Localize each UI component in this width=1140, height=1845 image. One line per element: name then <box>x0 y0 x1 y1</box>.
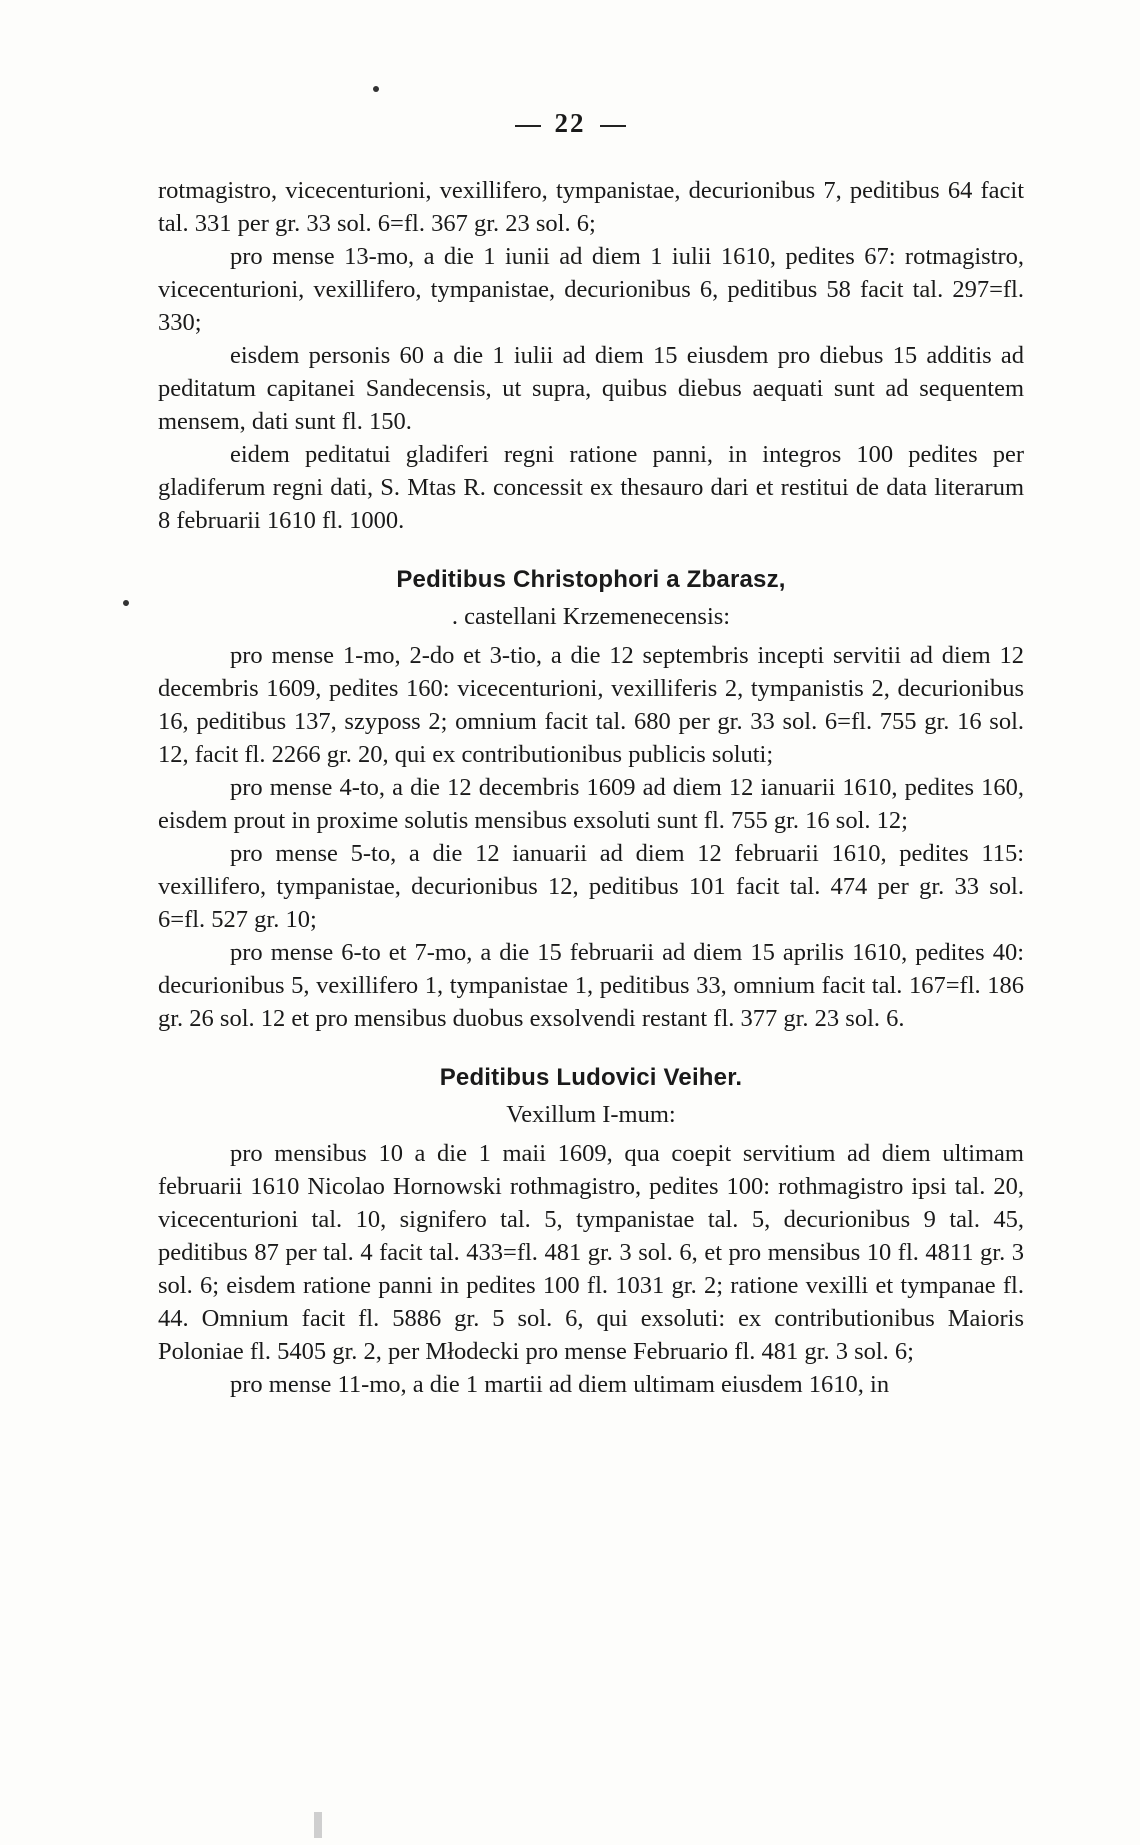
paragraph: pro mensibus 10 a die 1 maii 1609, qua coepit servitium ad diem ultimam februarii 1610 Nicolao Hornowski rothmagistro, pedites 100: rothmagistro ipsi tal. 20, vicecenturioni tal. 10, signifero tal. 5, tympanistae tal. 5, decurionibus 9 tal. 45, peditibus 87 per tal. 4 facit tal. 433=fl. 481 gr. 3 sol. 6, et pro mensibus 10 fl. 4811 gr. 3 sol. 6; eisdem ratione panni in pedites 100 fl. 1031 gr. 2; ratione vexilli et tympanae fl. 44. Omnium facit fl. 5886 gr. 5 sol. 6, qui exsoluti: ex contributionibus Maioris Poloniae fl. 5405 gr. 2, per Młodecki pro mense Februario fl. 481 gr. 3 sol. 6; <box>158 1140 1024 1365</box>
section-heading: Peditibus Christophori a Zbarasz, <box>396 566 786 593</box>
section-heading: Peditibus Ludovici Veiher. <box>439 1064 743 1091</box>
paragraph: pro mense 5-to, a die 12 ianuarii ad diem 12 februarii 1610, pedites 115: vexillifero, tympanistae, decurionibus 12, peditibus 101 facit tal. 474 per gr. 33 sol. 6=fl. 527 gr. 10; <box>158 840 1024 933</box>
paragraph: pro mense 1-mo, 2-do et 3-tio, a die 12 septembris incepti servitii ad diem 12 decembris 1609, pedites 160: vicecenturioni, vexilliferis 2, tympanistis 2, decurionibus 16, peditibus 137, szyposs 2; omnium facit tal. 680 per gr. 33 sol. 6=fl. 755 gr. 16 sol. 12, facit fl. 2266 gr. 20, qui ex contributionibus publicis soluti; <box>158 642 1024 768</box>
folio-dash-left <box>515 125 541 127</box>
page-number-value: 22 <box>554 108 586 138</box>
paragraph: pro mense 6-to et 7-mo, a die 15 februarii ad diem 15 aprilis 1610, pedites 40: decurionibus 5, vexillifero 1, tympanistae 1, peditibus 33, omnium facit tal. 167=fl. 186 gr. 26 sol. 12 et pro mensibus duobus exsolvendi restant fl. 377 gr. 23 sol. 6. <box>158 939 1024 1032</box>
paragraph: eisdem personis 60 a die 1 iulii ad diem 15 eiusdem pro diebus 15 additis ad peditatum capitanei Sandecensis, ut supra, quibus diebus aequati sunt ad sequentem mensem, dati sunt fl. 150. <box>158 342 1024 435</box>
body-text <box>158 174 1024 1401</box>
section-subheading: . castellani Krzemenecensis: <box>451 603 731 630</box>
paragraph: rotmagistro, vicecenturioni, vexillifero, tympanistae, decurionibus 7, peditibus 64 facit tal. 331 per gr. 33 sol. 6=fl. 367 gr. 23 sol. 6; <box>158 177 1024 237</box>
scan-artifact <box>314 1812 322 1838</box>
paragraph: eidem peditatui gladiferi regni ratione panni, in integros 100 pedites per gladiferum regni dati, S. Mtas R. concessit ex thesauro dari et restitui de data literarum 8 februarii 1610 fl. 1000. <box>158 441 1024 534</box>
folio-dash-right <box>600 125 626 127</box>
paragraph: pro mense 13-mo, a die 1 iunii ad diem 1 iulii 1610, pedites 67: rotmagistro, vicecenturioni, vexillifero, tympanistae, decurionibus 6, peditibus 58 facit tal. 297=fl. 330; <box>158 243 1024 336</box>
paragraph: pro mense 4-to, a die 12 decembris 1609 ad diem 12 ianuarii 1610, pedites 160, eisdem prout in proxime solutis mensibus exsoluti sunt fl. 755 gr. 16 sol. 12; <box>158 774 1024 834</box>
ink-speck <box>373 86 379 92</box>
paragraph: pro mense 11-mo, a die 1 martii ad diem ultimam eiusdem 1610, in <box>230 1371 890 1398</box>
ink-speck <box>123 600 129 606</box>
page-number <box>0 108 1140 139</box>
section-subheading: Vexillum I-mum: <box>506 1101 676 1128</box>
